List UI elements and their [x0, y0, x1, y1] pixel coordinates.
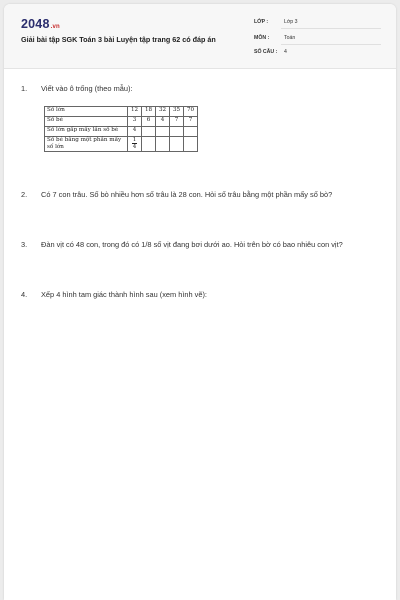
table-cell: 7	[184, 117, 198, 127]
table-cell: 7	[170, 117, 184, 127]
table-cell: 70	[184, 107, 198, 117]
meta-count-key: SỐ CÂU :	[254, 49, 278, 55]
meta-grade-value: Lớp 3	[284, 19, 298, 25]
page-title: Giải bài tập SGK Toán 3 bài Luyện tập trang 62 có đáp án	[21, 35, 216, 44]
question-text: Viết vào ô trống (theo mẫu):	[41, 84, 133, 93]
table-cell	[142, 127, 156, 137]
table-cell: 3	[128, 117, 142, 127]
table-cell-fraction	[128, 137, 142, 152]
exercise-table	[44, 106, 198, 152]
row-label: Số lớn gấp mấy lần số bé	[45, 127, 128, 137]
question-number: 1.	[21, 84, 28, 93]
question-number: 3.	[21, 240, 28, 249]
site-logo[interactable]	[21, 17, 60, 31]
question-text: Có 7 con trâu. Số bò nhiều hơn số trâu là 28 con. Hỏi số trâu bằng một phần mấy số bò?	[41, 190, 333, 199]
fraction-numerator: 1	[132, 137, 137, 143]
table-row	[45, 117, 198, 127]
table-cell: 18	[142, 107, 156, 117]
table-cell: 4	[156, 117, 170, 127]
table-cell: 32	[156, 107, 170, 117]
logo-text: 2048	[21, 17, 50, 31]
table-cell: 12	[128, 107, 142, 117]
logo-suffix: .vn	[50, 24, 60, 30]
row-label: Số bé	[45, 117, 128, 127]
question-text: Đàn vịt có 48 con, trong đó có 1/8 số vịt đang bơi dưới ao. Hỏi trên bờ có bao nhiêu con vịt?	[41, 240, 343, 249]
meta-subject-value: Toán	[284, 35, 296, 41]
meta-divider	[281, 28, 381, 29]
table-row	[45, 127, 198, 137]
question-number: 2.	[21, 190, 28, 199]
question-number: 4.	[21, 290, 28, 299]
question-text: Xếp 4 hình tam giác thành hình sau (xem hình vẽ):	[41, 290, 207, 299]
table-cell	[156, 127, 170, 137]
row-label: Số lớn	[45, 107, 128, 117]
meta-grade-key: LỚP :	[254, 19, 269, 25]
table-cell	[170, 127, 184, 137]
document-header	[4, 4, 396, 69]
table-cell	[156, 137, 170, 152]
table-cell: 35	[170, 107, 184, 117]
table-cell: 4	[128, 127, 142, 137]
table-cell	[142, 137, 156, 152]
fraction-denominator: 4	[132, 144, 137, 150]
meta-divider	[281, 44, 381, 45]
table-cell: 6	[142, 117, 156, 127]
table-row	[45, 137, 198, 152]
fraction	[132, 137, 138, 150]
table-cell	[184, 127, 198, 137]
row-label: Số bé bằng một phần mấy số lớn	[45, 137, 128, 152]
table-cell	[170, 137, 184, 152]
meta-subject-key: MÔN :	[254, 35, 270, 41]
table-cell	[184, 137, 198, 152]
meta-count-value: 4	[284, 49, 287, 55]
table-row	[45, 107, 198, 117]
document-page	[4, 4, 396, 600]
